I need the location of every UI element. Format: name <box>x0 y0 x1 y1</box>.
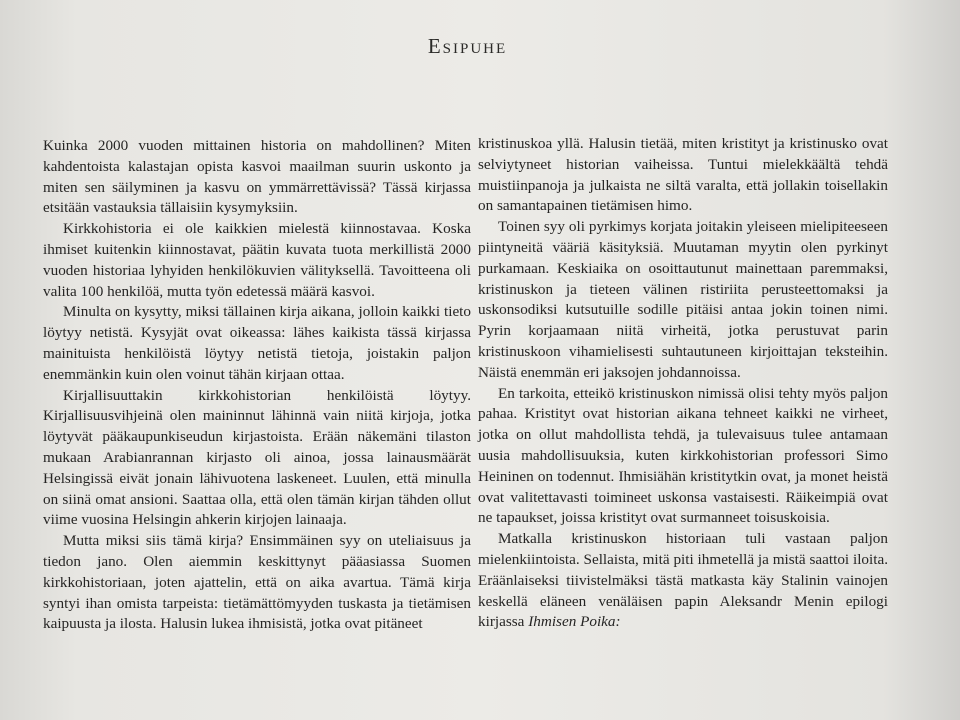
paragraph-last <box>478 529 888 633</box>
paragraph: En tarkoita, etteikö kristinuskon nimissä olisi tehty myös paljon pahaa. Kristityt ovat historian aikana tehneet kaikki ne virheet, jotka on ollut mahdollista tehdä, ja tulevaisuus tulee antamaan uusia mahdollisuuksia, kuten kirkkohistorian professori Simo Heininen on todennut. Ihmisiähän kristitytkin ovat, ja monet heistä ovat valitettavasti toimineet uskonsa vastaisesti. Räikeimpiä ovat ne tapaukset, joissa kristityt ovat surmanneet toisuskoisia. <box>478 384 888 527</box>
chapter-heading: Esipuhe <box>427 34 508 58</box>
right-column <box>478 134 888 633</box>
paragraph: kristinuskoa yllä. Halusin tietää, miten kristityt ja kristinusko ovat selviytyneet historian vaiheissa. Tuntui mielekkäältä tehdä muistiinpanoja ja julkaista ne siltä varalta, että jollakin toisellakin on samantapainen tietämisen himo. <box>478 135 888 215</box>
paragraph-text: Matkalla kristinuskon historiaan tuli vastaan paljon mielenkiintoista. Sellaista, mitä piti ihmetellä ja mistä saattoi iloita. Eräänlaiseksi tiivistelmäksi tästä matkasta käy Stalinin vainojen keskellä eläneen venäläisen papin Aleksandr Menin epilogi kirjassa <box>478 530 888 631</box>
paragraph: Kuinka 2000 vuoden mittainen historia on mahdollinen? Miten kahdentoista kalastajan opista kasvoi maailman suurin uskonto ja miten sen säilyminen ja kasvu on ymmärrettävissä? Tässä kirjassa etsitään vastauksia tällaisiin kysymyksiin. <box>43 137 471 217</box>
paragraph: Kirkkohistoria ei ole kaikkien mielestä kiinnostavaa. Koska ihmiset kuitenkin kiinnostavat, päätin kuvata tuota merkillistä 2000 vuoden historiaa lyhyiden henkilökuvien välityksellä. Tavoitteena oli valita 100 henkilöä, mutta työn edetessä määrä kasvoi. <box>43 220 471 300</box>
paragraph: Toinen syy oli pyrkimys korjata joitakin yleiseen mielipiteeseen piintyneitä vääriä käsityksiä. Muutaman myytin olen pyrkinyt purkamaan. Keskiaika on osoittautunut mainettaan paremmaksi, kristinuskon ja tieteen välinen ristiriita perusteettomaksi ja uskonsodiksi kutsutuille sodille pitäisi antaa jokin toinen nimi. Pyrin korjaamaan niitä virheitä, jotka perustuvat parin kristinuskoon vihamielisesti suhtautuneen kirjoittajan teksteihin. Näistä enemmän eri jaksojen johdannoissa. <box>478 218 888 381</box>
paragraph: Minulta on kysytty, miksi tällainen kirja aikana, jolloin kaikki tieto löytyy netistä. Kysyjät ovat oikeassa: lähes kaikista tässä kirjassa mainituista henkilöistä löytyy netistä tietoja, joistakin paljon enemmänkin kuin olen voinut tähän kirjaan ottaa. <box>43 303 471 383</box>
paragraph: Mutta miksi siis tämä kirja? Ensimmäinen syy on uteliaisuus ja tiedon jano. Olen aiemmin keskittynyt pääasiassa Suomen kirkkohistoriaan, joten ajattelin, että on aika avartua. Tämä kirja syntyi ihan omista tarpeista: tietämättömyyden tuskasta ja tietämisen kaipuusta ja ilosta. Halusin lukea ihmisistä, jotka ovat pitäneet <box>43 532 471 633</box>
book-title: Ihmisen Poika: <box>528 613 621 631</box>
paragraph: Kirjallisuuttakin kirkkohistorian henkilöistä löytyy. Kirjallisuusvihjeinä olen maininnut lähinnä vain niitä kirjoja, jotka löytyvät pääkaupunkiseudun kirjastoista. Erään näkemäni tilaston mukaan Arabianrannan kirjasto oli ainoa, jossa lainausmäärät Helsingissä eivät jonain lähivuotena laskeneet. Luulen, että minulla on siinä omat ansioni. Saattaa olla, että olen tämän kirjan tähden ollut viime vuosina Helsingin ahkerin kirjojen lainaaja. <box>43 386 471 529</box>
left-column <box>43 136 471 635</box>
